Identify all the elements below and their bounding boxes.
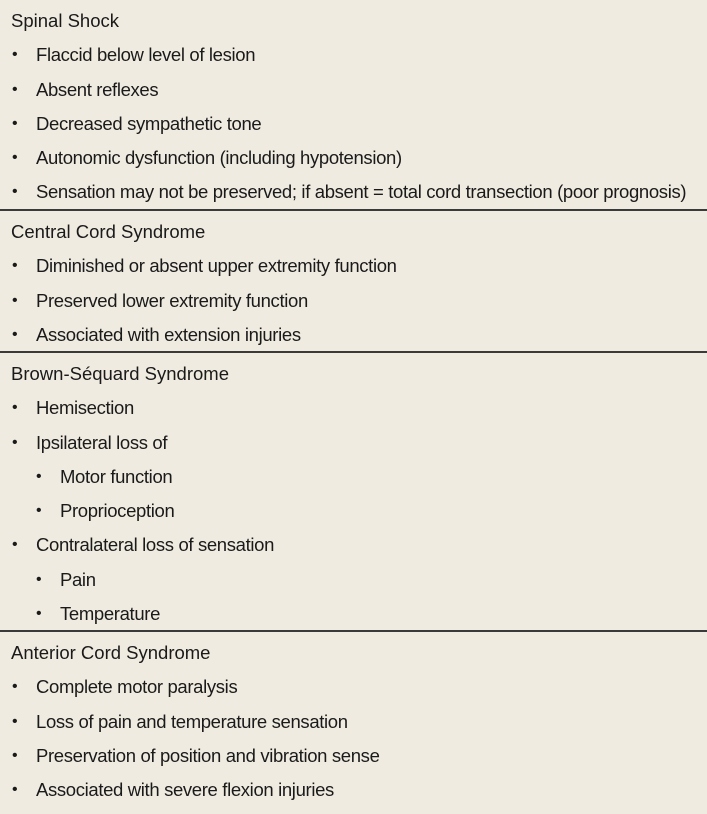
bullet-icon: • [12,399,18,417]
list-item [0,670,707,704]
section-title: Spinal Shock [11,10,119,31]
list-item-text: Diminished or absent upper extremity function [36,255,397,277]
list-item-text: Autonomic dysfunction (including hypotension) [36,147,402,169]
bullet-icon: • [12,46,18,64]
bullet-icon: • [12,183,18,201]
list-item [0,73,707,107]
list-item-text: Sensation may not be preserved; if absent = total cord transection (poor prognosis) [36,181,687,203]
list-item [0,38,707,72]
list-item-text: Temperature [60,603,161,625]
list-item-text: Motor function [60,465,173,487]
sub-list-item [0,563,707,597]
list-item [0,107,707,141]
list-item [0,426,707,460]
bullet-icon: • [12,746,18,764]
bullet-icon: • [12,257,18,275]
list-item-text: Hemisection [36,397,134,419]
list-item [0,249,707,283]
list-item-text: Flaccid below level of lesion [36,44,256,66]
list-item-text: Ipsilateral loss of [36,431,168,453]
list-item-text: Associated with extension injuries [36,323,301,345]
section-spinal-shock [0,0,707,211]
bullet-icon: • [12,114,18,132]
bullet-icon: • [12,149,18,167]
list-item-text: Pain [60,568,96,590]
bullet-icon: • [12,325,18,343]
bullet-icon: • [12,678,18,696]
list-item-text: Complete motor paralysis [36,676,238,698]
bullet-icon: • [36,502,42,520]
bullet-icon: • [12,291,18,309]
list-item-text: Absent reflexes [36,78,159,100]
section-title: Anterior Cord Syndrome [11,642,211,663]
bullet-icon: • [12,433,18,451]
list-item [0,528,707,562]
list-item-text: Decreased sympathetic tone [36,112,262,134]
sub-list-item [0,460,707,494]
list-item [0,141,707,175]
list-item [0,773,707,807]
bullet-icon: • [36,605,42,623]
list-item [0,739,707,773]
bullet-icon: • [36,570,42,588]
bullet-icon: • [12,536,18,554]
bullet-icon: • [12,712,18,730]
list-item [0,391,707,425]
list-item-text: Preservation of position and vibration sense [36,744,380,766]
sub-list-item [0,597,707,631]
sub-list-item [0,494,707,528]
section-anterior-cord-syndrome [0,632,707,814]
list-item [0,318,707,352]
list-item [0,705,707,739]
list-item [0,175,707,209]
section-title: Brown-Séquard Syndrome [11,363,229,384]
section-central-cord-syndrome [0,211,707,353]
list-item [0,284,707,318]
list-item-text: Loss of pain and temperature sensation [36,710,348,732]
list-item-text: Associated with severe flexion injuries [36,779,334,801]
list-item-text: Proprioception [60,500,175,522]
section-brown-sequard-syndrome [0,353,707,632]
bullet-icon: • [36,467,42,485]
section-title: Central Cord Syndrome [11,221,206,242]
list-item-text: Contralateral loss of sensation [36,534,275,556]
list-item-text: Preserved lower extremity function [36,289,308,311]
bullet-icon: • [12,80,18,98]
bullet-icon: • [12,781,18,799]
